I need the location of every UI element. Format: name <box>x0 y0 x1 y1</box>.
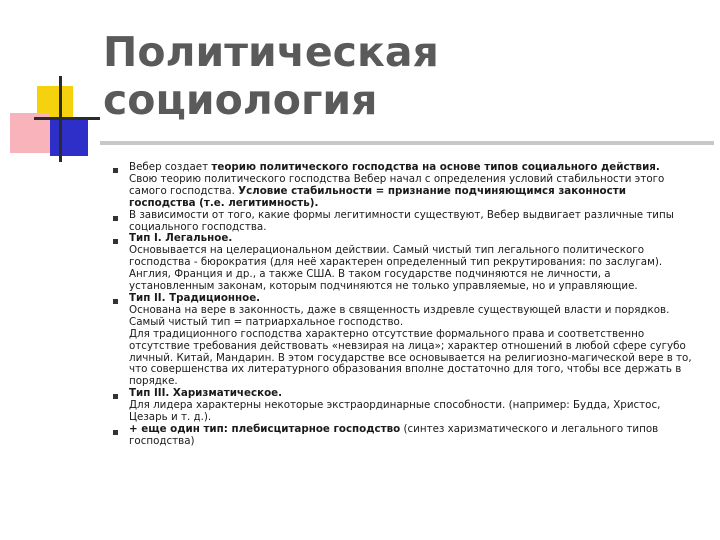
text-line <box>129 186 713 198</box>
bold-text: теорию политического господства на основе типов социального действия. <box>211 161 660 173</box>
text-line: господства (т.е. легитимность). <box>129 196 319 209</box>
item-heading: Тип III. Харизматическое. <box>129 387 283 400</box>
list-item <box>113 162 713 210</box>
bullet-icon <box>113 394 118 399</box>
text-line: господства - бюрократия (для неё характерен определенный тип рекрутирования: по заслугам). <box>129 256 663 269</box>
text-line: социального господства. <box>129 220 267 233</box>
list-item <box>113 424 713 448</box>
text-line: Основана на вере в законность, даже в священность издревле существующей власти и порядков. <box>129 303 670 316</box>
bullet-icon <box>113 239 118 244</box>
text-line: В зависимости от того, какие формы легитимности существуют, Вебер выдвигает различные типы <box>129 208 674 221</box>
text-line: что совершенства их литературного образования вполне достаточно для того, чтобы все держать в <box>129 363 682 376</box>
item-heading: Тип II. Традиционное. <box>129 291 261 304</box>
list-item <box>113 293 713 388</box>
text-fragment: самого господства. <box>129 184 239 197</box>
text-fragment: (синтез харизматического и легального типов <box>400 422 659 435</box>
title-line-2: социология <box>103 76 378 124</box>
text-line: Для лидера характерны некоторые экстраординарные способности. (например: Будда, Христос, <box>129 399 661 412</box>
bullet-icon <box>113 299 118 304</box>
text-line <box>129 424 713 436</box>
bold-text: + еще один тип: плебисцитарное господство <box>129 422 401 435</box>
list-item <box>113 388 713 424</box>
text-line: господства) <box>129 434 195 447</box>
horizontal-line <box>34 117 100 120</box>
title-divider <box>100 141 714 145</box>
text-line: отсутствие требования действовать «невзирая на лица»; характер отношений в любой сфере сугубо <box>129 339 686 352</box>
text-line: Англия, Франция и др., а также США. В таком государстве подчиняются не личности, а <box>129 268 611 281</box>
text-fragment: Вебер создает <box>129 161 212 173</box>
text-line: Свою теорию политического господства Вебер начал с определения условий стабильности этого <box>129 172 665 185</box>
text-line: Для традиционного господства характерно отсутствие формального права и соответственно <box>129 327 645 340</box>
bullet-icon <box>113 430 118 435</box>
text-line: установленным законам, которым подчиняются не только управляемые, но и управляющие. <box>129 280 638 293</box>
blue-square <box>50 120 88 156</box>
slide-title <box>103 28 439 124</box>
text-line: порядке. <box>129 375 178 388</box>
decorative-logo <box>0 0 100 170</box>
bold-text: Условие стабильности = признание подчиняющимся законности <box>238 184 626 197</box>
text-line: Самый чистый тип = патриархальное господство. <box>129 315 404 328</box>
list-item <box>113 210 713 234</box>
bullet-list <box>113 162 713 448</box>
text-line: Основывается на целерациональном действии. Самый чистый тип легального политического <box>129 244 645 257</box>
title-line-1: Политическая <box>103 28 439 76</box>
text-line: личный. Китай, Мандарин. В этом государстве все основывается на религиозно-магической вере в то, <box>129 351 692 364</box>
list-item <box>113 233 713 293</box>
item-heading: Тип I. Легальное. <box>129 232 233 245</box>
bullet-icon <box>113 168 118 173</box>
bullet-icon <box>113 216 118 221</box>
text-line: Цезарь и т. д.). <box>129 411 212 424</box>
